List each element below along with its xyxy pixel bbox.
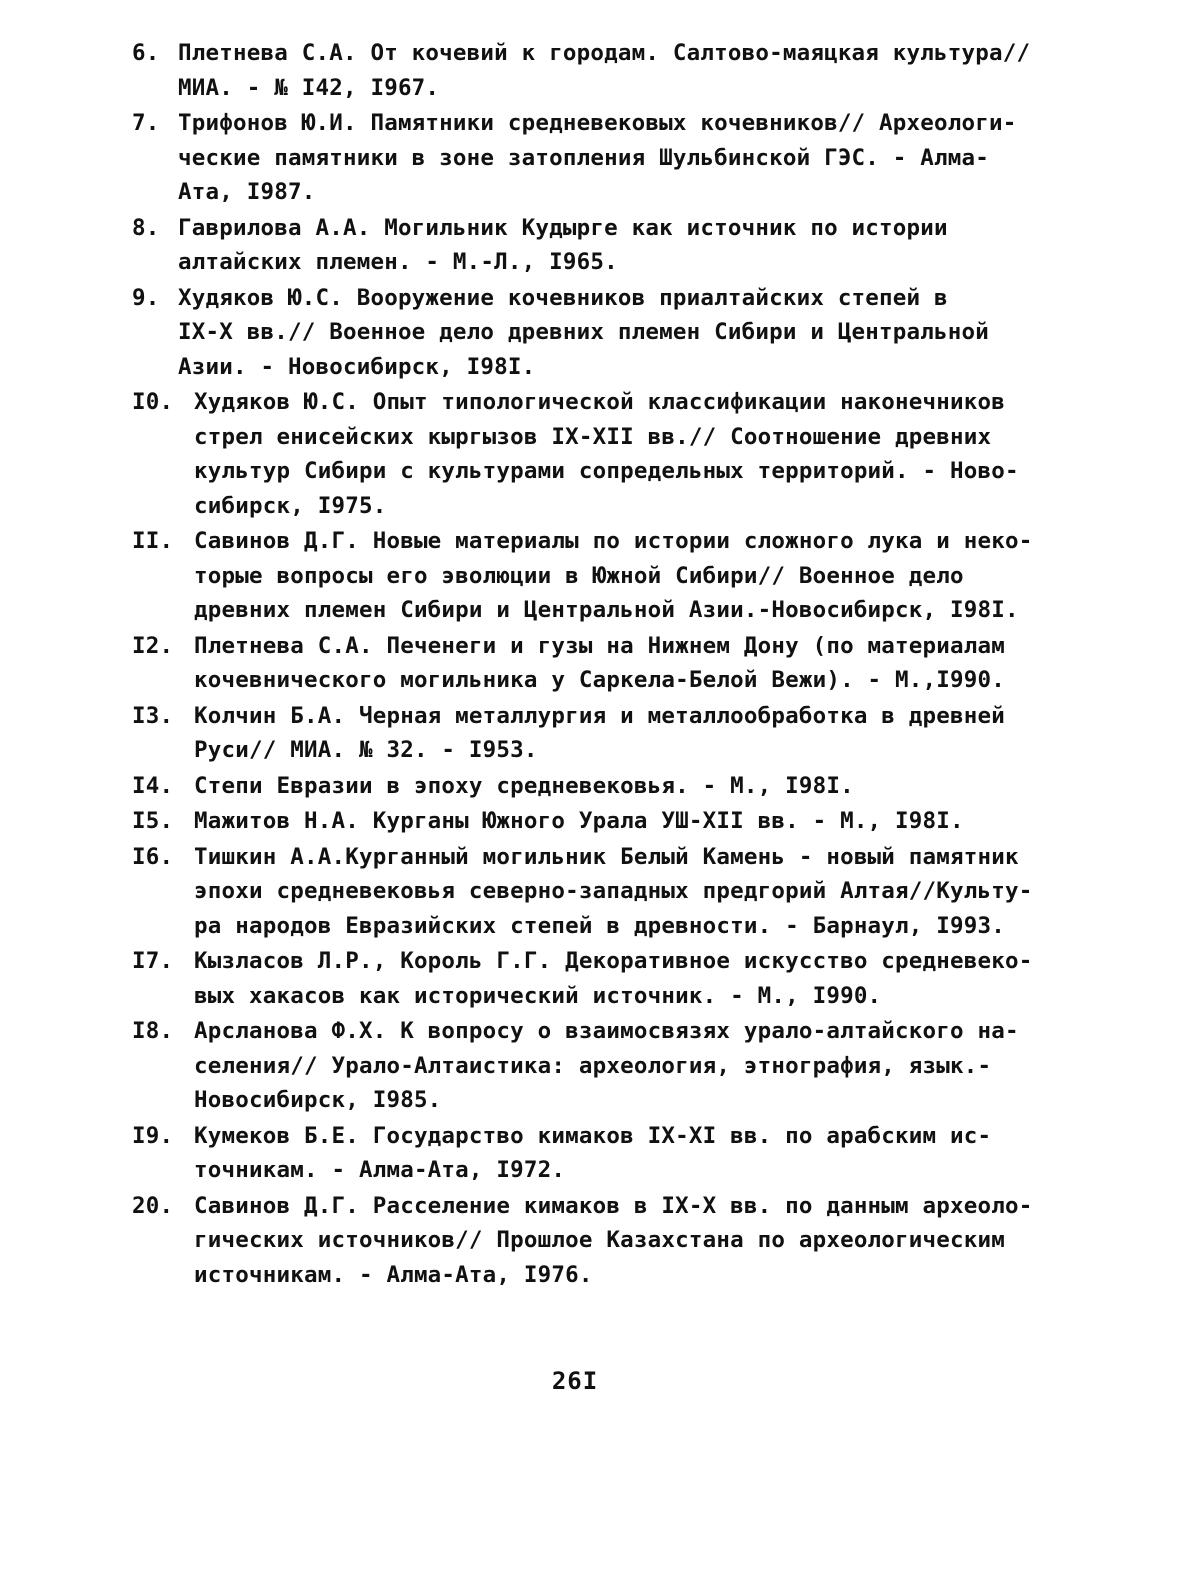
reference-line: Трифонов Ю.И. Памятники средневековых кочевников// Археологи- bbox=[178, 110, 1017, 136]
reference-item bbox=[132, 1189, 1067, 1293]
reference-line: алтайских племен. - М.-Л., I965. bbox=[178, 249, 618, 275]
reference-line: Кызласов Л.Р., Король Г.Г. Декоративное искусство средневеко- bbox=[194, 948, 1033, 974]
reference-line: Савинов Д.Г. Новые материалы по истории сложного лука и неко- bbox=[194, 528, 1033, 554]
reference-item bbox=[132, 36, 1067, 105]
reference-line: Степи Евразии в эпоху средневековья. - М., I98I. bbox=[194, 772, 854, 799]
reference-line: ра народов Евразийских степей в древности. - Барнаул, I993. bbox=[194, 912, 1006, 939]
reference-line: гических источников// Прошлое Казахстана по археологическим bbox=[194, 1227, 1006, 1253]
reference-line: Колчин Б.А. Черная металлургия и металлообработка в древней bbox=[194, 702, 1006, 729]
reference-line: Мажитов Н.А. Курганы Южного Урала УШ-XII вв. - М., I98I. bbox=[194, 808, 964, 834]
reference-line: стрел енисейских кыргызов IX-XII вв.// Соотношение древних bbox=[194, 423, 992, 450]
reference-item bbox=[132, 385, 1067, 523]
reference-number: 6. bbox=[132, 40, 160, 66]
reference-line: Тишкин А.А.Курганный могильник Белый Камень - новый памятник bbox=[194, 843, 1019, 870]
reference-line: Ата, I987. bbox=[178, 179, 316, 205]
reference-text bbox=[194, 1189, 1067, 1293]
reference-line: ческие памятники в зоне затопления Шульбинской ГЭС. - Алма- bbox=[178, 144, 990, 171]
reference-text bbox=[194, 699, 1067, 768]
reference-text bbox=[194, 840, 1067, 944]
reference-line: Плетнева С.А. Печенеги и гузы на Нижнем Дону (по материалам bbox=[194, 632, 1006, 659]
page-number: 26I bbox=[551, 1367, 599, 1395]
reference-item bbox=[132, 804, 1067, 839]
reference-text bbox=[194, 769, 1067, 804]
reference-item bbox=[132, 699, 1067, 768]
reference-item bbox=[132, 629, 1067, 698]
reference-text bbox=[178, 281, 1067, 385]
reference-line: Азии. - Новосибирск, I98I. bbox=[178, 353, 536, 380]
reference-number: I5. bbox=[132, 808, 174, 834]
reference-text bbox=[178, 36, 1067, 105]
reference-text bbox=[194, 944, 1067, 1013]
reference-number: II. bbox=[132, 528, 174, 554]
reference-line: сибирск, I975. bbox=[194, 492, 387, 519]
reference-item bbox=[132, 1119, 1067, 1188]
reference-line: Худяков Ю.С. Опыт типологической классификации наконечников bbox=[194, 389, 1006, 415]
reference-number: 20. bbox=[132, 1192, 174, 1219]
reference-text bbox=[178, 211, 1067, 280]
reference-line: Арсланова Ф.Х. К вопросу о взаимосвязях урало-алтайского на- bbox=[194, 1018, 1019, 1044]
reference-text bbox=[178, 106, 1067, 210]
reference-text bbox=[194, 385, 1067, 523]
reference-item bbox=[132, 281, 1067, 385]
reference-number: 8. bbox=[132, 214, 160, 241]
reference-line: кочевнического могильника у Саркела-Белой Вежи). - М.,I990. bbox=[194, 667, 1006, 693]
reference-text bbox=[194, 1119, 1067, 1188]
reference-text bbox=[194, 524, 1067, 628]
reference-text bbox=[194, 629, 1067, 698]
reference-line: селения// Урало-Алтаистика: археология, этнография, язык.- bbox=[194, 1052, 992, 1079]
reference-number: I6. bbox=[132, 843, 174, 870]
reference-item bbox=[132, 944, 1067, 1013]
reference-line: IX-X вв.// Военное дело древних племен Сибири и Центральной bbox=[178, 319, 990, 345]
reference-item bbox=[132, 211, 1067, 280]
reference-line: Руси// МИА. № 32. - I953. bbox=[194, 737, 538, 763]
reference-number: I7. bbox=[132, 948, 174, 974]
reference-line: древних племен Сибири и Центральной Азии.-Новосибирск, I98I. bbox=[194, 597, 1019, 623]
reference-number: I3. bbox=[132, 702, 174, 729]
reference-line: Плетнева С.А. От кочевий к городам. Салтово-маяцкая культура// bbox=[178, 40, 1031, 66]
reference-list bbox=[132, 36, 1067, 1292]
reference-number: 9. bbox=[132, 284, 160, 311]
reference-item bbox=[132, 1014, 1067, 1118]
reference-number: I0. bbox=[132, 389, 174, 415]
reference-number: I4. bbox=[132, 772, 174, 799]
reference-item bbox=[132, 840, 1067, 944]
reference-line: культур Сибири с культурами сопредельных территорий. - Ново- bbox=[194, 458, 1019, 484]
reference-number: 7. bbox=[132, 110, 160, 136]
reference-line: вых хакасов как исторический источник. - М., I990. bbox=[194, 982, 882, 1009]
reference-text bbox=[194, 804, 1067, 839]
reference-line: источникам. - Алма-Ата, I976. bbox=[194, 1261, 593, 1288]
reference-line: МИА. - № I42, I967. bbox=[178, 74, 440, 101]
reference-line: Кумеков Б.Е. Государство кимаков IX-XI вв. по арабским ис- bbox=[194, 1122, 992, 1149]
reference-number: I2. bbox=[132, 632, 174, 659]
reference-item bbox=[132, 106, 1067, 210]
reference-number: I8. bbox=[132, 1018, 174, 1044]
reference-line: торые вопросы его эволюции в Южной Сибири// Военное дело bbox=[194, 562, 964, 589]
reference-line: Новосибирск, I985. bbox=[194, 1087, 442, 1113]
reference-line: эпохи средневековья северно-западных предгорий Алтая//Культу- bbox=[194, 878, 1033, 904]
reference-line: Худяков Ю.С. Вооружение кочевников приалтайских степей в bbox=[178, 284, 948, 311]
reference-item bbox=[132, 769, 1067, 804]
reference-line: Савинов Д.Г. Расселение кимаков в IX-X вв. по данным археоло- bbox=[194, 1192, 1033, 1219]
reference-number: I9. bbox=[132, 1122, 174, 1149]
reference-line: точникам. - Алма-Ата, I972. bbox=[194, 1157, 566, 1183]
reference-item bbox=[132, 524, 1067, 628]
reference-text bbox=[194, 1014, 1067, 1118]
reference-line: Гаврилова А.А. Могильник Кудырге как источник по истории bbox=[178, 214, 948, 241]
